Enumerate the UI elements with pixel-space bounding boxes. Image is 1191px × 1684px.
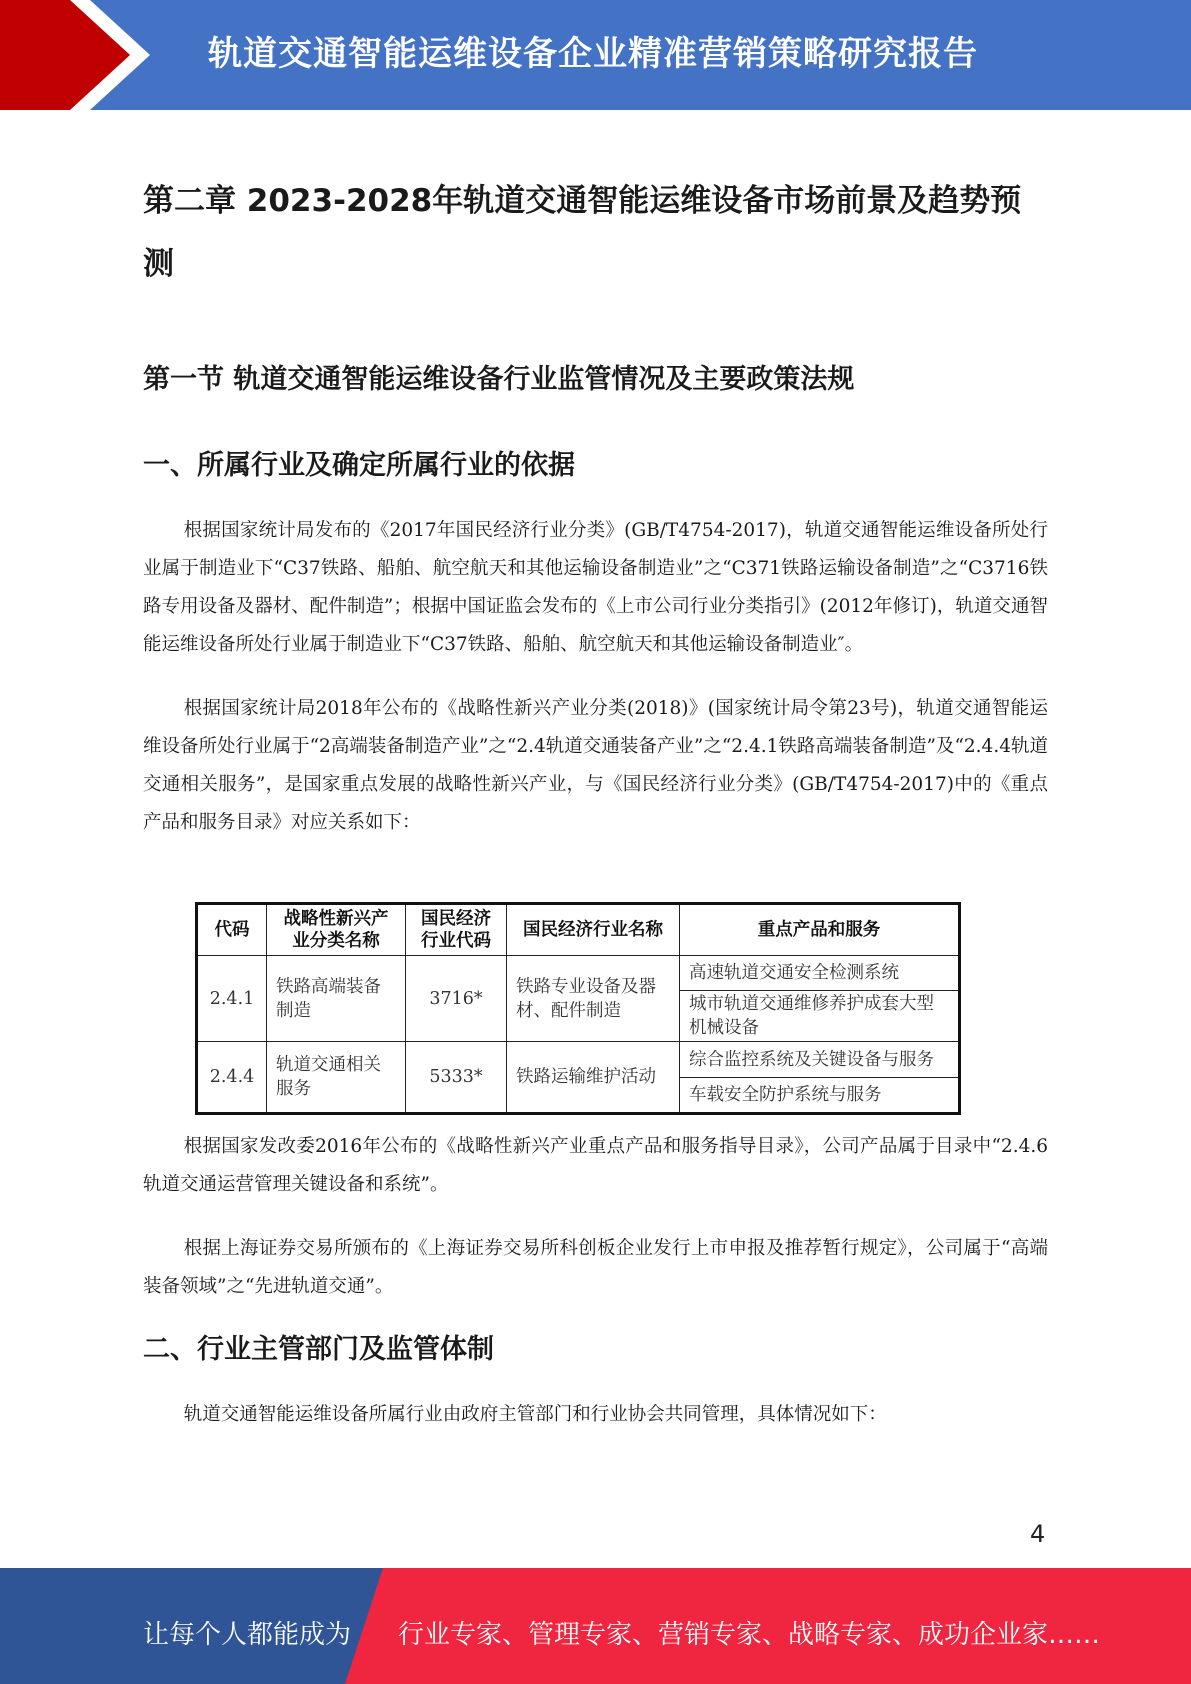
cell-code: 2.4.1 xyxy=(197,956,267,1042)
cell-code: 2.4.4 xyxy=(197,1042,267,1114)
header-industry-name: 国民经济行业名称 xyxy=(507,904,680,956)
classification-table-wrap xyxy=(195,902,961,1115)
header-products: 重点产品和服务 xyxy=(680,904,960,956)
table-row xyxy=(197,1042,960,1078)
chapter-title: 第二章 2023-2028年轨道交通智能运维设备市场前景及趋势预测 xyxy=(143,183,1022,282)
page-number: 4 xyxy=(1030,1520,1046,1548)
header-band xyxy=(0,0,1191,110)
footer-slogan-right: 行业专家、管理专家、营销专家、战略专家、成功企业家…… xyxy=(398,1620,1101,1650)
header-category: 战略性新兴产业分类名称 xyxy=(267,904,406,956)
cell-industry-name: 铁路专业设备及器材、配件制造 xyxy=(507,956,680,1042)
section-title: 第一节 轨道交通智能运维设备行业监管情况及主要政策法规 xyxy=(143,364,855,395)
paragraph: 根据国家发改委2016年公布的《战略性新兴产业重点产品和服务指导目录》，公司产品属于目录中“2.4.6轨道交通运营管理关键设备和系统”。 xyxy=(143,1136,1048,1195)
cell-industry-name: 铁路运输维护活动 xyxy=(507,1042,680,1114)
classification-table xyxy=(195,902,961,1115)
cell-product: 综合监控系统及关键设备与服务 xyxy=(680,1042,960,1078)
header-code: 代码 xyxy=(197,904,267,956)
cell-product: 高速轨道交通安全检测系统 xyxy=(680,956,960,991)
cell-product: 城市轨道交通维修养护成套大型机械设备 xyxy=(680,991,960,1042)
footer-slogan-left: 让每个人都能成为 xyxy=(143,1620,352,1650)
report-title: 轨道交通智能运维设备企业精准营销策略研究报告 xyxy=(208,34,978,74)
page-content xyxy=(143,170,1048,1434)
subsection-title-2: 二、行业主管部门及监管体制 xyxy=(143,1334,494,1365)
table-header-row xyxy=(197,904,960,956)
paragraph: 根据上海证券交易所颁布的《上海证券交易所科创板企业发行上市申报及推荐暂行规定》，公司属于“高端装备领域”之“先进轨道交通”。 xyxy=(143,1238,1048,1297)
cell-industry-code: 3716* xyxy=(406,956,507,1042)
paragraph: 根据国家统计局2018年公布的《战略性新兴产业分类(2018)》(国家统计局令第23号)，轨道交通智能运维设备所处行业属于“2高端装备制造产业”之“2.4轨道交通装备产业”之“2.4.1铁路高端装备制造”及“2.4.4轨道交通相关服务”，是国家重点发展的战略性新兴产业，与《国民经济行业分类》(GB/T4754-2017)中的《重点产品和服务目录》对应关系如下： xyxy=(143,698,1048,833)
cell-product: 车载安全防护系统与服务 xyxy=(680,1078,960,1114)
cell-category: 铁路高端装备制造 xyxy=(267,956,406,1042)
paragraph: 根据国家统计局发布的《2017年国民经济行业分类》(GB/T4754-2017)，轨道交通智能运维设备所处行业属于制造业下“C37铁路、船舶、航空航天和其他运输设备制造业”之“C371铁路运输设备制造”之“C3716铁路专用设备及器材、配件制造”；根据中国证监会发布的《上市公司行业分类指引》(2012年修订)，轨道交通智能运维设备所处行业属于制造业下“C37铁路、船舶、航空航天和其他运输设备制造业″。 xyxy=(143,520,1048,655)
footer-band xyxy=(0,1568,1191,1684)
table-row xyxy=(197,956,960,991)
header-arrow-icon xyxy=(0,0,160,110)
cell-category: 轨道交通相关服务 xyxy=(267,1042,406,1114)
paragraph: 轨道交通智能运维设备所属行业由政府主管部门和行业协会共同管理，具体情况如下： xyxy=(183,1404,887,1425)
subsection-title-1: 一、所属行业及确定所属行业的依据 xyxy=(143,450,575,481)
header-industry-code: 国民经济行业代码 xyxy=(406,904,507,956)
cell-industry-code: 5333* xyxy=(406,1042,507,1114)
